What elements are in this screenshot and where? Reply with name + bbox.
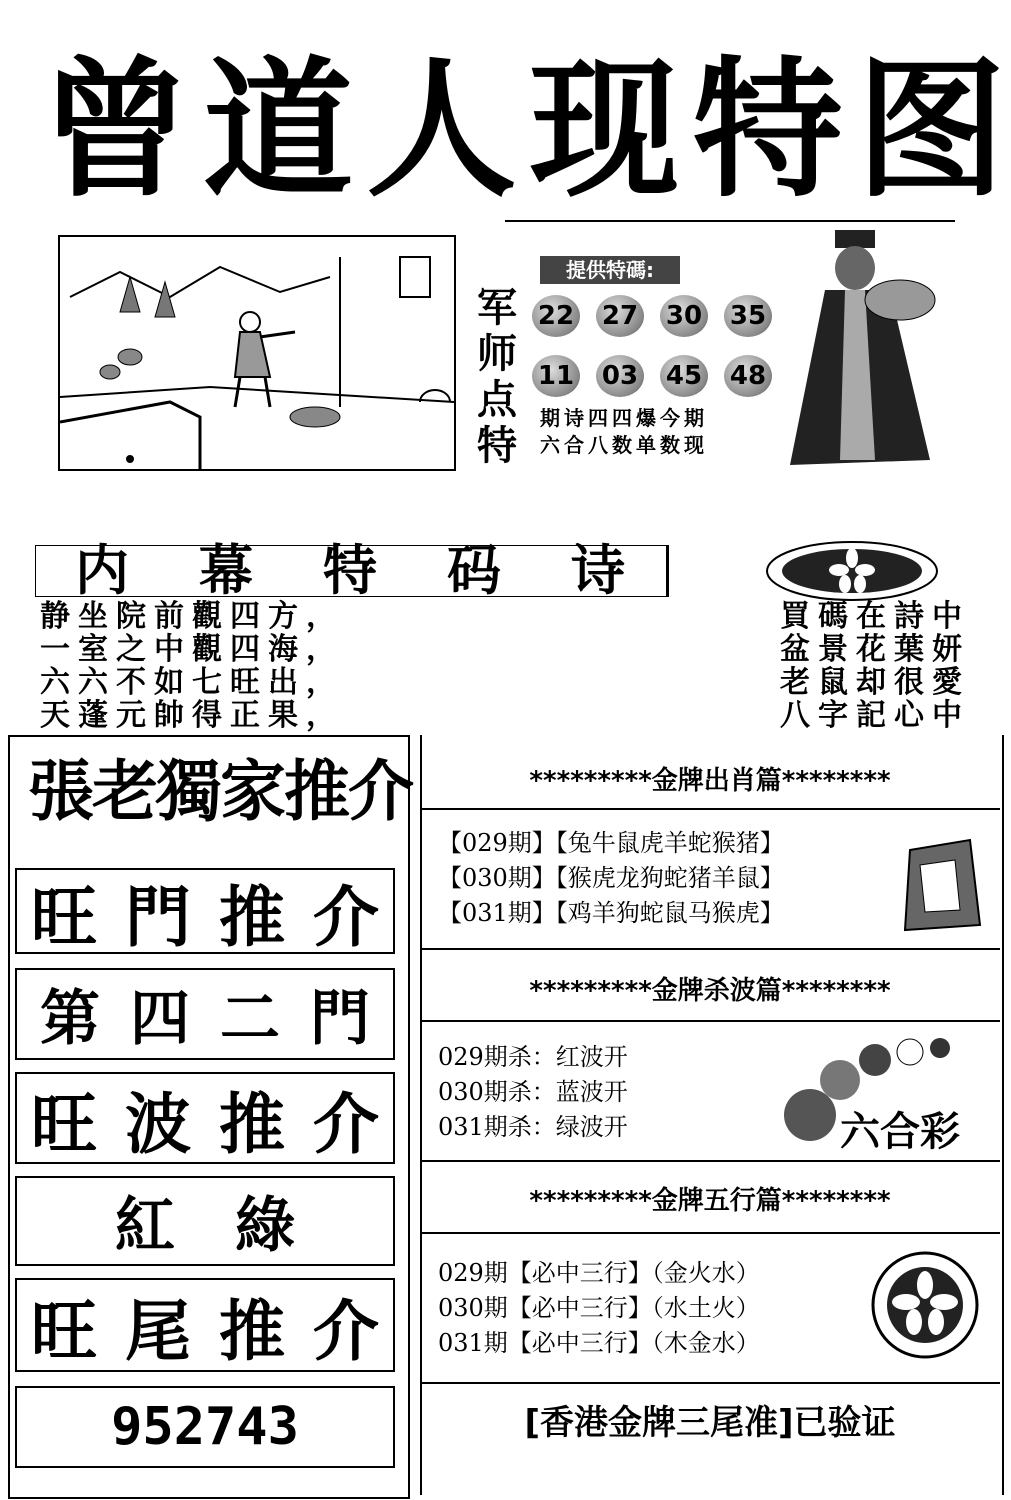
number-ball: 35 — [724, 295, 772, 337]
mark-six-logo-text: 六合彩 — [840, 1108, 960, 1155]
box-char: 綠 — [235, 1191, 295, 1261]
title-char: 特 — [692, 42, 837, 218]
title-char: 现 — [529, 42, 674, 218]
zodiac-line: 【029期】【兔牛鼠虎羊蛇猴猪】 — [438, 829, 784, 857]
title-char: 曾 — [40, 42, 185, 218]
hk-emblem-icon — [870, 1250, 980, 1360]
box-char: 介 — [313, 877, 379, 956]
box-char: 波 — [125, 1084, 191, 1163]
small-poem-line: 期诗四四爆今期 — [540, 406, 708, 430]
poem-line-right: 買碼在詩中 — [780, 599, 970, 634]
section-divider — [420, 948, 1000, 950]
box-char: 推 — [219, 1084, 285, 1163]
poem-line — [40, 699, 970, 732]
title-divider — [505, 220, 955, 222]
poem-line — [40, 633, 970, 666]
number-balls — [532, 295, 782, 397]
box-char: 四 — [130, 984, 190, 1054]
zodiac-section-header: *********金牌出肖篇******** — [529, 766, 891, 796]
color-section-header: *********金牌杀波篇******** — [529, 976, 891, 1006]
poem-line — [40, 666, 970, 699]
recommend-box — [15, 1386, 395, 1468]
title-char: 人 — [366, 42, 511, 218]
vertical-char: 点 — [477, 377, 517, 423]
vertical-char: 军 — [477, 285, 517, 331]
poem-title-char: 码 — [447, 538, 501, 602]
poem-line-left: 一室之中觀四海， — [40, 632, 344, 667]
poem-title-char: 内 — [75, 538, 129, 602]
box-char: 旺 — [31, 1291, 97, 1370]
element-section-header: *********金牌五行篇******** — [529, 1186, 891, 1216]
zodiac-lines — [438, 826, 784, 931]
element-line: 030期【必中三行】（水土火） — [438, 1294, 760, 1322]
number-ball: 03 — [596, 355, 644, 397]
box-char: 旺 — [31, 1084, 97, 1163]
poem-title-char: 特 — [323, 538, 377, 602]
recommend-box — [15, 1176, 395, 1266]
box-char: 紅 — [115, 1191, 175, 1261]
tail-number: 952743 — [111, 1397, 299, 1457]
page-title — [40, 40, 1000, 220]
title-char: 图 — [855, 42, 1000, 218]
poem-line-left: 静坐院前觀四方， — [40, 599, 344, 634]
color-line: 030期杀：蓝波开 — [438, 1078, 628, 1106]
cartoon-illustration — [58, 235, 456, 471]
recommend-box — [15, 868, 395, 954]
hk-emblem-icon — [765, 540, 940, 602]
recommend-box — [15, 1072, 395, 1164]
box-char: 介 — [313, 1291, 379, 1370]
number-ball: 48 — [724, 355, 772, 397]
number-ball: 27 — [596, 295, 644, 337]
element-line: 031期【必中三行】（木金水） — [438, 1329, 760, 1357]
vertical-char: 特 — [477, 423, 517, 469]
poem-line-left: 六六不如七旺出， — [40, 665, 344, 700]
element-lines — [438, 1256, 760, 1361]
box-char: 門 — [125, 877, 191, 956]
hand-icon — [895, 830, 990, 935]
poem-title-char: 幕 — [199, 538, 253, 602]
box-char: 旺 — [31, 877, 97, 956]
box-char: 推 — [219, 877, 285, 956]
small-poem — [540, 405, 780, 459]
color-line: 031期杀：绿波开 — [438, 1113, 628, 1141]
vertical-label — [472, 285, 522, 469]
poem-line-right: 老鼠却很愛 — [780, 665, 970, 700]
poem-title — [40, 540, 660, 600]
section-divider — [420, 1382, 1000, 1384]
sage-figure-image — [780, 230, 940, 470]
section-divider — [420, 1160, 1000, 1162]
poem-line-left: 天蓬元帥得正果， — [40, 698, 344, 733]
box-char: 推 — [219, 1291, 285, 1370]
number-ball: 22 — [532, 295, 580, 337]
box-char: 二 — [220, 984, 280, 1054]
box-char: 尾 — [125, 1291, 191, 1370]
section-divider — [420, 1020, 1000, 1022]
zodiac-line: 【031期】【鸡羊狗蛇鼠马猴虎】 — [438, 899, 784, 927]
color-line: 029期杀：红波开 — [438, 1043, 628, 1071]
box-char: 第 — [40, 984, 100, 1054]
farmer-scene-image — [60, 237, 454, 469]
color-lines — [438, 1040, 628, 1145]
element-line: 029期【必中三行】（金火水） — [438, 1259, 760, 1287]
number-ball: 11 — [532, 355, 580, 397]
box-char: 門 — [310, 984, 370, 1054]
section-divider — [420, 1232, 1000, 1234]
small-poem-line: 六合八数单数现 — [540, 433, 708, 457]
zodiac-line: 【030期】【猴虎龙狗蛇猪羊鼠】 — [438, 864, 784, 892]
number-ball: 45 — [660, 355, 708, 397]
verified-banner: [香港金牌三尾准]已验证 — [524, 1403, 896, 1443]
box-char: 介 — [313, 1084, 379, 1163]
section-divider — [420, 808, 1000, 810]
recommend-box — [15, 968, 395, 1060]
poem-line — [40, 600, 970, 633]
recommend-box — [15, 1278, 395, 1372]
poem-line-right: 八字記心中 — [780, 698, 970, 733]
poem-body — [40, 600, 970, 732]
provide-label: 提供特碼: — [540, 256, 680, 284]
vertical-char: 师 — [477, 331, 517, 377]
number-ball: 30 — [660, 295, 708, 337]
left-panel-header: 張老獨家推介 — [28, 753, 412, 830]
poem-title-char: 诗 — [571, 538, 625, 602]
poem-line-right: 盆景花葉妍 — [780, 632, 970, 667]
title-char: 道 — [203, 42, 348, 218]
